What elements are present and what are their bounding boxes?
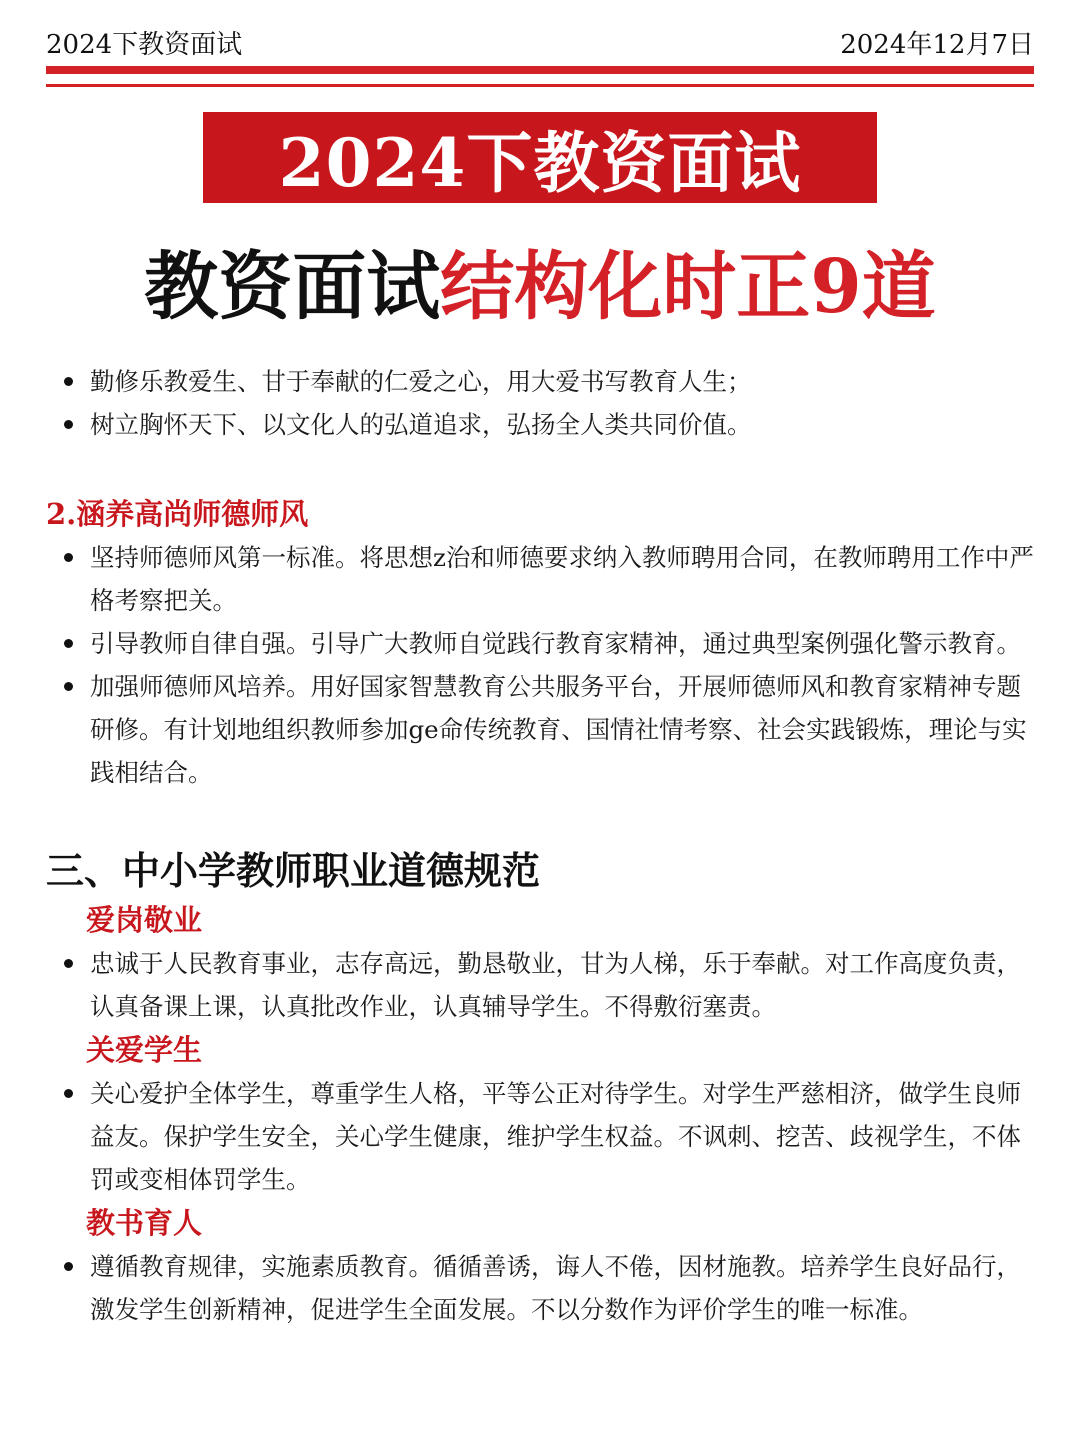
header-date: 2024年12月7日 [840, 29, 1034, 60]
intro-bullet-list [46, 360, 1034, 446]
bullet-dot-icon [64, 1262, 73, 1271]
category-bullet-list [46, 942, 1034, 1028]
list-item [46, 942, 1034, 1028]
bullet-dot-icon [64, 959, 73, 968]
page-header [46, 22, 1034, 62]
list-item-text: 引导教师自律自强。引导广大教师自觉践行教育家精神，通过典型案例强化警示教育。 [90, 629, 1021, 658]
subsection-heading: 2.涵养高尚师德师风 [46, 497, 309, 531]
bullet-dot-icon [64, 1089, 73, 1098]
list-item [46, 622, 1034, 665]
category-heading: 爱岗敬业 [86, 903, 203, 937]
bullet-dot-icon [64, 553, 73, 562]
list-item-text: 勤修乐教爱生、甘于奉献的仁爱之心，用大爱书写教育人生； [90, 367, 752, 396]
category-heading: 教书育人 [86, 1206, 203, 1240]
list-item [46, 665, 1034, 794]
main-title [0, 240, 1080, 334]
bullet-dot-icon [64, 420, 73, 429]
category-bullet-list [46, 1245, 1034, 1331]
header-rule-thick [46, 66, 1034, 74]
list-item [46, 1245, 1034, 1331]
list-item [46, 536, 1034, 622]
content-body [46, 360, 1034, 1331]
category-heading: 关爱学生 [86, 1033, 203, 1067]
bullet-dot-icon [64, 682, 73, 691]
list-item [46, 1072, 1034, 1201]
subsection-bullet-list [46, 536, 1034, 794]
list-item [46, 360, 1034, 403]
header-series-label: 2024下教资面试 [46, 29, 243, 60]
section-heading: 三、中小学教师职业道德规范 [46, 848, 541, 893]
list-item [46, 403, 1034, 446]
category-bullet-list [46, 1072, 1034, 1201]
bullet-dot-icon [64, 639, 73, 648]
list-item-text: 加强师德师风培养。用好国家智慧教育公共服务平台，开展师德师风和教育家精神专题研修。有计划地组织教师参加ge命传统教育、国情社情考察、社会实践锻炼，理论与实践相结合。 [90, 672, 1027, 787]
list-item-text: 遵循教育规律，实施素质教育。循循善诱，诲人不倦，因材施教。培养学生良好品行，激发学生创新精神，促进学生全面发展。不以分数作为评价学生的唯一标准。 [90, 1252, 1021, 1324]
list-item-text: 树立胸怀天下、以文化人的弘道追求，弘扬全人类共同价值。 [90, 410, 752, 439]
title-banner [203, 112, 877, 203]
bullet-dot-icon [64, 377, 73, 386]
list-item-text: 关心爱护全体学生，尊重学生人格，平等公正对待学生。对学生严慈相济，做学生良师益友。保护学生安全，关心学生健康，维护学生权益。不讽刺、挖苦、歧视学生，不体罚或变相体罚学生。 [90, 1079, 1021, 1194]
main-title-black: 教资面试 [144, 244, 441, 330]
main-title-red: 结构化时正9道 [440, 244, 936, 330]
list-item-text: 坚持师德师风第一标准。将思想z治和师德要求纳入教师聘用合同，在教师聘用工作中严格考察把关。 [90, 543, 1034, 615]
list-item-text: 忠诚于人民教育事业，志存高远，勤恳敬业，甘为人梯，乐于奉献。对工作高度负责，认真备课上课，认真批改作业，认真辅导学生。不得敷衍塞责。 [90, 949, 1021, 1021]
banner-text: 2024下教资面试 [278, 124, 802, 202]
header-rule-thin [46, 84, 1034, 87]
